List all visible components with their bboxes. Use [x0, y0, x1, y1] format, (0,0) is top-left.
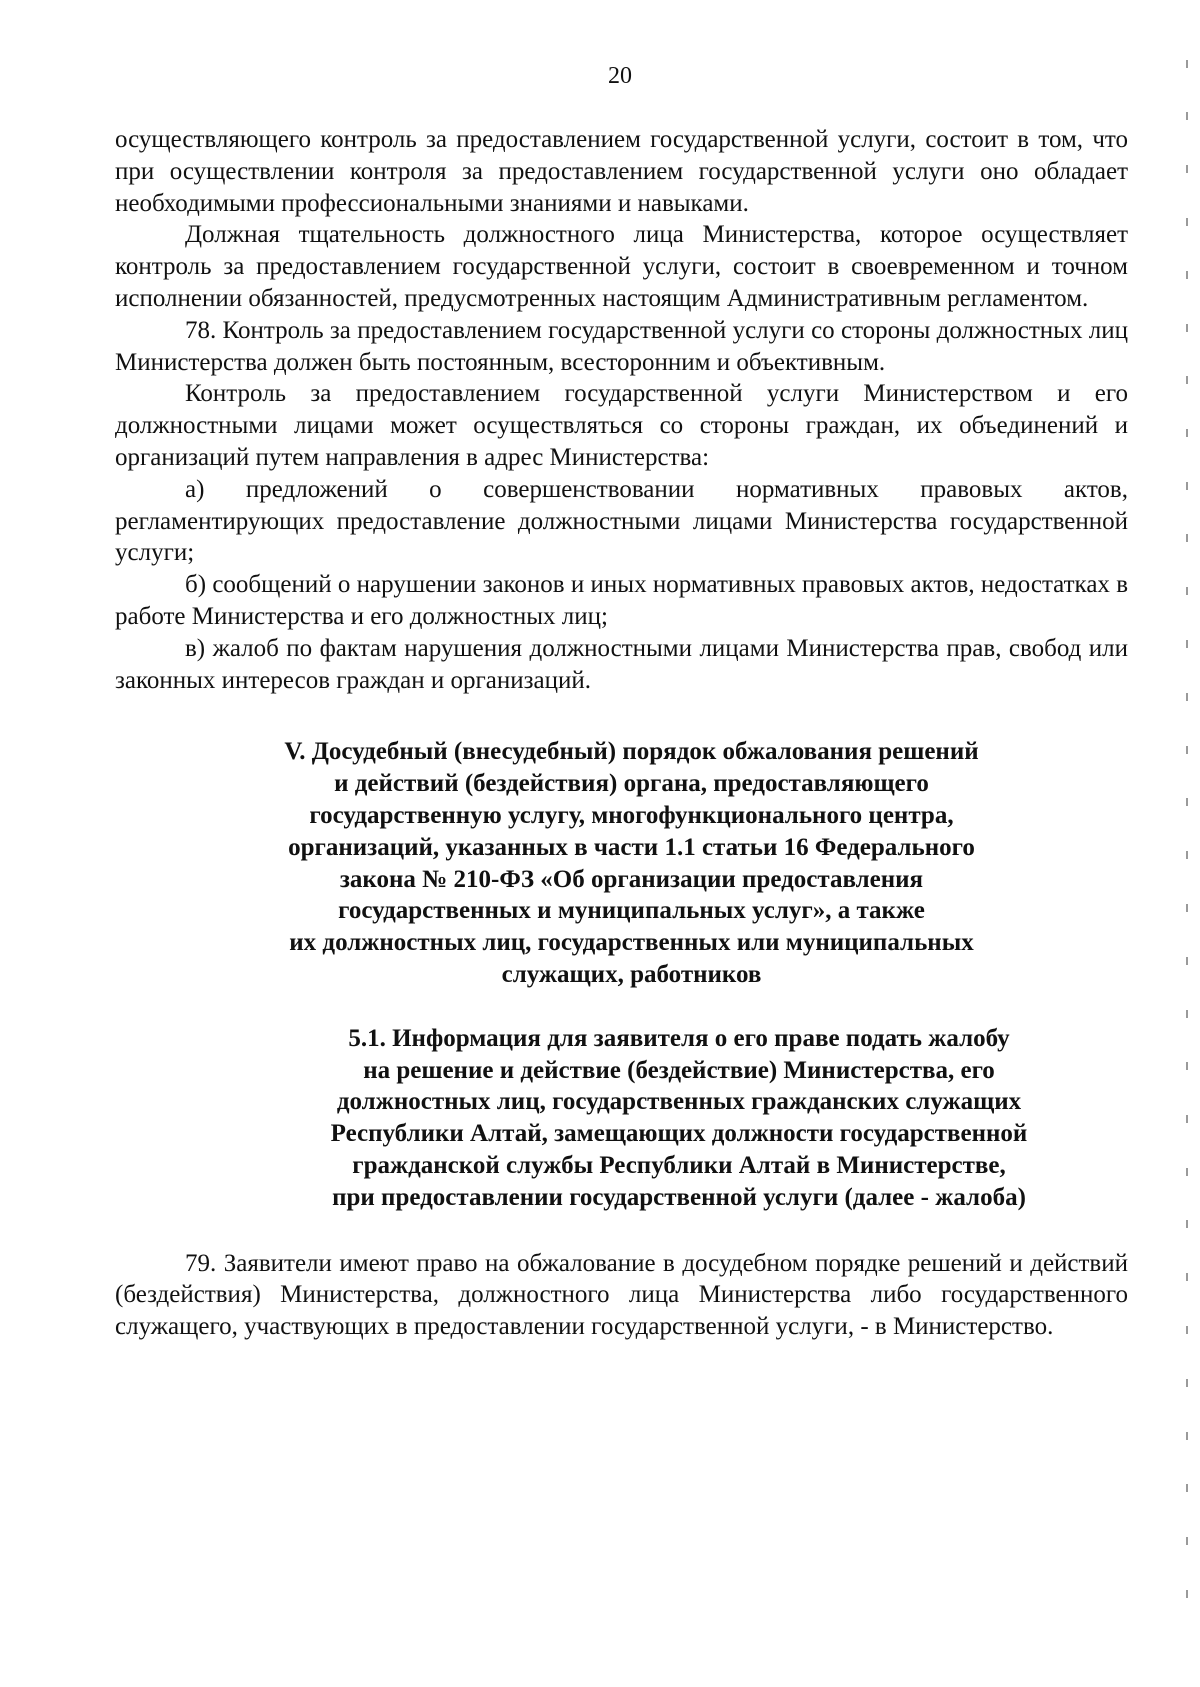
section-v-heading: V. Досудебный (внесудебный) порядок обжалования решений и действий (бездействия) органа, предоставляющего государственную услугу, многофункционального центра, организаций, указанных в части 1.1 статьи 16 Федерального закона № 210-ФЗ «Об организации предоставления государственных и муниципальных услуг», а также их должностных лиц, государственных или муниципальных служащих, работников [284, 738, 979, 988]
list-item-b: б) сообщений о нарушении законов и иных нормативных правовых актов, недостатках в работе Министерства и его должностных лиц; [115, 571, 1128, 630]
list-item-a: а) предложений о совершенствовании нормативных правовых актов, регламентирующих предоставление должностными лицами Министерства государственной услуги; [115, 475, 1128, 567]
paragraph-79: 79. Заявители имеют право на обжалование в досудебном порядке решений и действий (бездействия) Министерства, должностного лица Министерства либо государственного служащего, участвующих в предоставлении государственной услуги, - в Министерство. [115, 1249, 1128, 1341]
subsection-5-1-heading: 5.1. Информация для заявителя о его праве подать жалобу на решение и действие (бездействие) Министерства, его должностных лиц, государственных гражданских служащих Республики Алтай, замещающих должности государственной гражданской службы Республики Алтай в Министерстве, при предоставлении государственной услуги (далее - жалоба) [330, 1024, 1028, 1211]
list-item-v: в) жалоб по фактам нарушения должностными лицами Министерства прав, свобод или законных интересов граждан и организаций. [115, 634, 1128, 694]
paragraph-citizen-control: Контроль за предоставлением государственной услуги Министерством и его должностными лицами может осуществляться со стороны граждан, их объединений и организаций путем направления в адрес Министерства: [115, 380, 1128, 471]
paragraph-78: 78. Контроль за предоставлением государственной услуги со стороны должностных лиц Министерства должен быть постоянным, всесторонним и объективным. [115, 316, 1128, 376]
document-body [115, 124, 1128, 1343]
paragraph-due-diligence: Должная тщательность должностного лица Министерства, которое осуществляет контроль за предоставлением государственной услуги, состоит в своевременном и точном исполнении обязанностей, предусмотренных настоящим Административным регламентом. [115, 221, 1128, 312]
paragraph-continuation: осуществляющего контроль за предоставлением государственной услуги, состоит в том, что при осуществлении контроля за предоставлением государственной услуги оно обладает необходимыми профессиональными знаниями и навыками. [115, 126, 1128, 217]
scan-margin-marks [1186, 60, 1190, 1620]
page-number: 20 [608, 63, 632, 89]
